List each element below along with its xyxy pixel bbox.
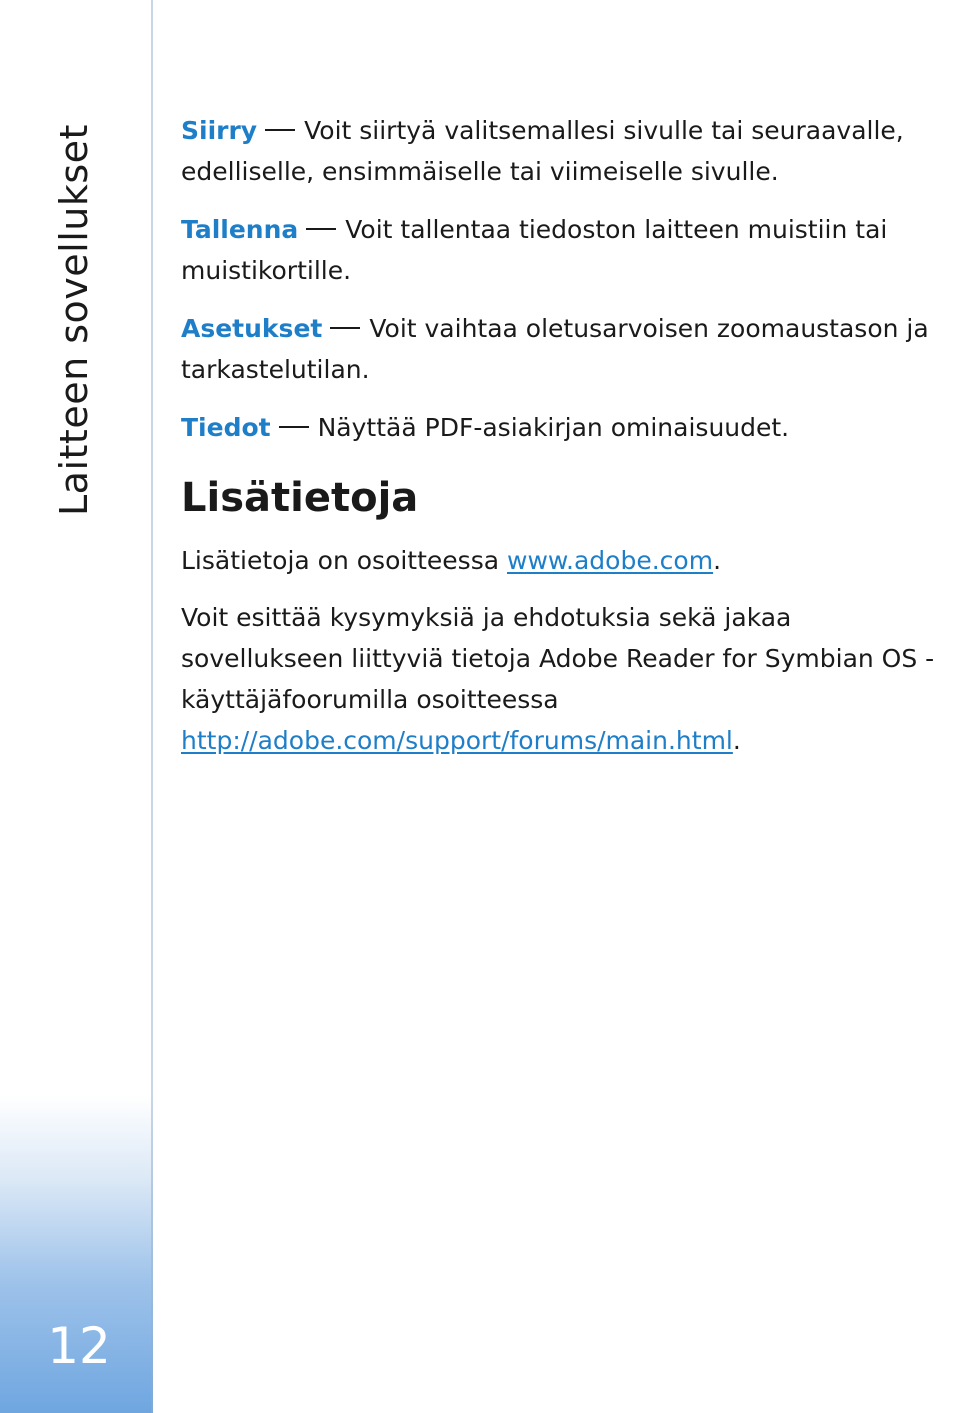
menu-entry-tallenna <box>181 209 951 291</box>
adobe-forum-link[interactable]: http://adobe.com/support/forums/main.html <box>181 726 733 755</box>
entry-description: Näyttää PDF-asiakirjan ominaisuudet. <box>317 413 790 442</box>
forum-paragraph <box>181 597 951 761</box>
menu-entry-siirry <box>181 110 951 192</box>
menu-entry-tiedot <box>181 407 951 448</box>
dash-separator <box>265 129 295 131</box>
side-divider-line <box>151 0 153 1413</box>
entry-term: Asetukset <box>181 314 323 343</box>
section-heading: Lisätietoja <box>181 475 419 521</box>
dash-separator <box>306 228 336 230</box>
entry-term: Tallenna <box>181 215 299 244</box>
page-content <box>181 110 951 777</box>
dash-separator <box>279 426 309 428</box>
info-paragraph <box>181 540 951 581</box>
entry-description: Voit tallentaa tiedoston laitteen muistiin tai muistikortille. <box>181 215 888 285</box>
menu-entry-asetukset <box>181 308 951 390</box>
entry-description: Voit vaihtaa oletusarvoisen zoomaustason ja tarkastelutilan. <box>181 314 929 384</box>
forum-text: Voit esittää kysymyksiä ja ehdotuksia sekä jakaa sovellukseen liittyviä tietoja Adobe Reader for Symbian OS -käyttäjäfoorumilla osoitteessa <box>181 603 935 714</box>
forum-text-end: . <box>732 726 741 755</box>
entry-term: Siirry <box>181 116 258 145</box>
page-number: 12 <box>47 1317 111 1375</box>
info-text: Lisätietoja on osoitteessa <box>181 546 507 575</box>
info-text-end: . <box>713 546 722 575</box>
entry-term: Tiedot <box>181 413 271 442</box>
entry-description: Voit siirtyä valitsemallesi sivulle tai seuraavalle, edelliselle, ensimmäiselle tai viimeiselle sivulle. <box>181 116 904 186</box>
adobe-website-link[interactable]: www.adobe.com <box>507 546 714 575</box>
chapter-title: Laitteen sovellukset <box>52 124 96 516</box>
dash-separator <box>330 327 360 329</box>
